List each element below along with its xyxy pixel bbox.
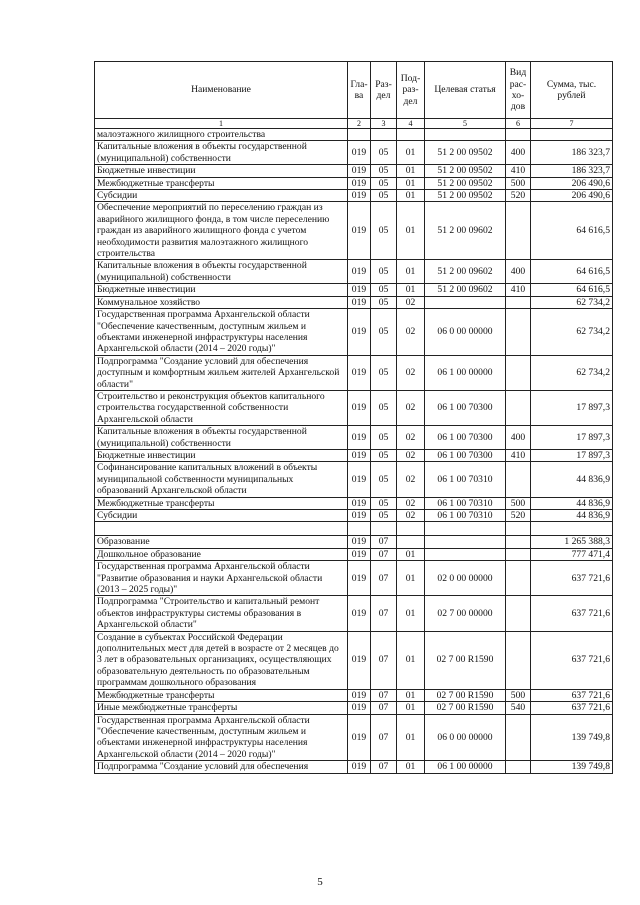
cell-sum	[531, 129, 613, 141]
cell-statya: 51 2 00 09502	[425, 141, 506, 165]
cell-name: Государственная программа Архангельской области "Развитие образования и науки Архангельской области (2013 – 2025 годы)"	[95, 561, 348, 596]
table-row	[95, 449, 613, 461]
header-statya: Целевая статья	[425, 62, 506, 119]
cell-glava: 019	[348, 190, 371, 202]
cell-sum: 186 323,7	[531, 165, 613, 177]
table-body	[95, 129, 613, 774]
cell-name: Государственная программа Архангельской области "Обеспечение качественным, доступным жильем и объектами инженерной инфраструктуры населения Архангельской области (2014 – 2020 годы)"	[95, 309, 348, 356]
table-row	[95, 355, 613, 390]
cell-podrazdel: 02	[397, 510, 425, 522]
cell-sum: 62 734,2	[531, 309, 613, 356]
cell-vid	[506, 129, 531, 141]
cell-vid: 520	[506, 190, 531, 202]
cell-razdel: 07	[371, 631, 397, 689]
cell-sum: 637 721,6	[531, 596, 613, 631]
table-row	[95, 548, 613, 560]
table-row	[95, 462, 613, 497]
cell-statya: 51 2 00 09602	[425, 202, 506, 260]
cell-sum: 777 471,4	[531, 548, 613, 560]
column-number: 4	[397, 119, 425, 129]
cell-sum: 44 836,9	[531, 497, 613, 509]
cell-podrazdel: 01	[397, 141, 425, 165]
cell-glava: 019	[348, 761, 371, 773]
cell-name: Софинансирование капитальных вложений в объекты муниципальной собственности муниципальных образований Архангельской области	[95, 462, 348, 497]
column-number: 7	[531, 119, 613, 129]
column-number: 2	[348, 119, 371, 129]
cell-podrazdel	[397, 129, 425, 141]
column-number: 6	[506, 119, 531, 129]
cell-glava: 019	[348, 296, 371, 308]
cell-statya: 51 2 00 09502	[425, 165, 506, 177]
cell-razdel: 05	[371, 510, 397, 522]
cell-vid	[506, 309, 531, 356]
cell-glava: 019	[348, 426, 371, 450]
cell-glava: 019	[348, 689, 371, 701]
cell-vid: 400	[506, 141, 531, 165]
cell-name: Бюджетные инвестиции	[95, 165, 348, 177]
cell-razdel: 05	[371, 426, 397, 450]
cell-statya: 06 1 00 00000	[425, 355, 506, 390]
table-row	[95, 631, 613, 689]
cell-vid	[506, 390, 531, 425]
cell-sum: 44 836,9	[531, 510, 613, 522]
cell-glava: 019	[348, 177, 371, 189]
header-sum: Сумма, тыс. рублей	[531, 62, 613, 119]
cell-statya: 06 1 00 00000	[425, 761, 506, 773]
cell-glava: 019	[348, 497, 371, 509]
table-row	[95, 296, 613, 308]
cell-podrazdel: 01	[397, 596, 425, 631]
cell-sum: 1 265 388,3	[531, 536, 613, 548]
budget-table	[94, 61, 613, 774]
cell-glava: 019	[348, 462, 371, 497]
cell-podrazdel: 01	[397, 689, 425, 701]
column-number: 5	[425, 119, 506, 129]
cell-razdel: 05	[371, 260, 397, 284]
cell-razdel: 05	[371, 309, 397, 356]
cell-name: Бюджетные инвестиции	[95, 284, 348, 296]
table-row	[95, 561, 613, 596]
cell-glava: 019	[348, 390, 371, 425]
cell-glava: 019	[348, 260, 371, 284]
cell-vid: 500	[506, 177, 531, 189]
cell-statya: 02 0 00 00000	[425, 561, 506, 596]
table-row	[95, 309, 613, 356]
page-number: 5	[317, 876, 323, 888]
cell-glava	[348, 522, 371, 536]
cell-glava: 019	[348, 449, 371, 461]
cell-name: Строительство и реконструкция объектов капитального строительства государственной собственности Архангельской области	[95, 390, 348, 425]
cell-name: малоэтажного жилищного строительства	[95, 129, 348, 141]
cell-name: Обеспечение мероприятий по переселению граждан из аварийного жилищного фонда, в том числе переселению граждан из аварийного жилищного фонда с учетом необходимости развития малоэтажного жилищного строительства	[95, 202, 348, 260]
cell-vid	[506, 296, 531, 308]
cell-sum: 17 897,3	[531, 390, 613, 425]
cell-glava: 019	[348, 561, 371, 596]
table-row	[95, 497, 613, 509]
cell-glava: 019	[348, 536, 371, 548]
cell-podrazdel: 02	[397, 462, 425, 497]
cell-vid	[506, 631, 531, 689]
table-row	[95, 141, 613, 165]
cell-razdel: 05	[371, 497, 397, 509]
cell-sum: 62 734,2	[531, 296, 613, 308]
cell-podrazdel: 01	[397, 548, 425, 560]
cell-podrazdel: 02	[397, 296, 425, 308]
cell-razdel: 05	[371, 165, 397, 177]
cell-vid: 410	[506, 449, 531, 461]
cell-name	[95, 522, 348, 536]
table-row	[95, 761, 613, 773]
cell-sum: 139 749,8	[531, 761, 613, 773]
cell-sum: 186 323,7	[531, 141, 613, 165]
cell-sum: 64 616,5	[531, 202, 613, 260]
cell-podrazdel: 01	[397, 702, 425, 714]
header-name: Наименование	[95, 62, 348, 119]
cell-razdel: 05	[371, 202, 397, 260]
cell-glava: 019	[348, 141, 371, 165]
cell-vid	[506, 462, 531, 497]
cell-razdel: 07	[371, 536, 397, 548]
cell-glava: 019	[348, 596, 371, 631]
cell-sum: 206 490,6	[531, 190, 613, 202]
cell-razdel	[371, 129, 397, 141]
table-row	[95, 689, 613, 701]
cell-razdel: 07	[371, 561, 397, 596]
cell-glava: 019	[348, 284, 371, 296]
cell-glava: 019	[348, 309, 371, 356]
header-razdel: Раз-дел	[371, 62, 397, 119]
header-vid: Вид рас-хо-дов	[506, 62, 531, 119]
cell-sum: 64 616,5	[531, 260, 613, 284]
table-row	[95, 190, 613, 202]
cell-podrazdel: 02	[397, 426, 425, 450]
cell-sum: 17 897,3	[531, 449, 613, 461]
cell-podrazdel: 01	[397, 165, 425, 177]
column-number-row	[95, 119, 613, 129]
cell-glava: 019	[348, 355, 371, 390]
table-row	[95, 177, 613, 189]
cell-vid	[506, 548, 531, 560]
cell-razdel: 07	[371, 596, 397, 631]
cell-statya: 51 2 00 09602	[425, 260, 506, 284]
cell-podrazdel: 01	[397, 761, 425, 773]
cell-vid: 540	[506, 702, 531, 714]
cell-name: Подпрограмма "Строительство и капитальный ремонт объектов инфраструктуры системы образования в Архангельской области"	[95, 596, 348, 631]
cell-name: Межбюджетные трансферты	[95, 689, 348, 701]
cell-razdel: 05	[371, 296, 397, 308]
table-row	[95, 702, 613, 714]
cell-statya: 06 1 00 70300	[425, 426, 506, 450]
cell-name: Образование	[95, 536, 348, 548]
cell-vid	[506, 355, 531, 390]
cell-podrazdel: 01	[397, 631, 425, 689]
cell-glava: 019	[348, 631, 371, 689]
cell-statya	[425, 129, 506, 141]
cell-razdel: 05	[371, 284, 397, 296]
column-number: 1	[95, 119, 348, 129]
header-glava: Гла-ва	[348, 62, 371, 119]
cell-razdel: 05	[371, 141, 397, 165]
cell-name: Межбюджетные трансферты	[95, 177, 348, 189]
cell-razdel: 07	[371, 761, 397, 773]
cell-vid: 520	[506, 510, 531, 522]
cell-sum: 64 616,5	[531, 284, 613, 296]
cell-podrazdel: 01	[397, 202, 425, 260]
cell-vid	[506, 761, 531, 773]
cell-name: Подпрограмма "Создание условий для обеспечения доступным и комфортным жильем жителей Архангельской области"	[95, 355, 348, 390]
cell-podrazdel: 01	[397, 561, 425, 596]
table-row	[95, 260, 613, 284]
header-podrazdel: Под-раз-дел	[397, 62, 425, 119]
cell-sum: 637 721,6	[531, 689, 613, 701]
cell-vid: 400	[506, 260, 531, 284]
cell-razdel: 07	[371, 689, 397, 701]
cell-razdel: 07	[371, 714, 397, 761]
cell-razdel: 05	[371, 449, 397, 461]
cell-name: Капитальные вложения в объекты государственной (муниципальной) собственности	[95, 141, 348, 165]
cell-statya: 06 1 00 70310	[425, 462, 506, 497]
cell-sum: 139 749,8	[531, 714, 613, 761]
table-row	[95, 129, 613, 141]
cell-name: Субсидии	[95, 510, 348, 522]
cell-statya	[425, 548, 506, 560]
cell-statya: 06 0 00 00000	[425, 714, 506, 761]
cell-sum: 637 721,6	[531, 702, 613, 714]
cell-podrazdel: 02	[397, 449, 425, 461]
cell-vid: 400	[506, 426, 531, 450]
cell-glava	[348, 129, 371, 141]
cell-razdel: 05	[371, 355, 397, 390]
column-number: 3	[371, 119, 397, 129]
cell-statya	[425, 536, 506, 548]
header-row	[95, 62, 613, 119]
table-row	[95, 390, 613, 425]
cell-statya: 02 7 00 R1590	[425, 702, 506, 714]
cell-vid: 410	[506, 284, 531, 296]
cell-vid: 500	[506, 497, 531, 509]
cell-sum: 44 836,9	[531, 462, 613, 497]
cell-razdel: 05	[371, 190, 397, 202]
cell-statya: 51 2 00 09502	[425, 177, 506, 189]
cell-vid	[506, 536, 531, 548]
cell-podrazdel: 02	[397, 355, 425, 390]
cell-glava: 019	[348, 714, 371, 761]
cell-podrazdel	[397, 536, 425, 548]
cell-name: Бюджетные инвестиции	[95, 449, 348, 461]
cell-statya: 02 7 00 R1590	[425, 689, 506, 701]
cell-statya: 02 7 00 R1590	[425, 631, 506, 689]
cell-vid	[506, 522, 531, 536]
cell-name: Субсидии	[95, 190, 348, 202]
cell-glava: 019	[348, 548, 371, 560]
cell-vid	[506, 202, 531, 260]
cell-statya: 06 0 00 00000	[425, 309, 506, 356]
cell-name: Капитальные вложения в объекты государственной (муниципальной) собственности	[95, 426, 348, 450]
cell-podrazdel: 01	[397, 284, 425, 296]
table-row	[95, 510, 613, 522]
cell-sum	[531, 522, 613, 536]
cell-statya: 51 2 00 09502	[425, 190, 506, 202]
table-row	[95, 284, 613, 296]
cell-podrazdel: 01	[397, 260, 425, 284]
cell-podrazdel: 01	[397, 714, 425, 761]
cell-razdel: 05	[371, 390, 397, 425]
cell-sum: 17 897,3	[531, 426, 613, 450]
cell-podrazdel: 02	[397, 390, 425, 425]
cell-razdel: 05	[371, 177, 397, 189]
cell-razdel: 07	[371, 702, 397, 714]
cell-statya: 06 1 00 70300	[425, 449, 506, 461]
cell-glava: 019	[348, 165, 371, 177]
cell-statya: 06 1 00 70300	[425, 390, 506, 425]
cell-podrazdel: 02	[397, 497, 425, 509]
cell-name: Государственная программа Архангельской области "Обеспечение качественным, доступным жильем и объектами инженерной инфраструктуры населения Архангельской области (2014 – 2020 годы)"	[95, 714, 348, 761]
cell-name: Коммунальное хозяйство	[95, 296, 348, 308]
cell-podrazdel	[397, 522, 425, 536]
cell-sum: 62 734,2	[531, 355, 613, 390]
cell-name: Подпрограмма "Создание условий для обеспечения	[95, 761, 348, 773]
table-row	[95, 596, 613, 631]
cell-name: Капитальные вложения в объекты государственной (муниципальной) собственности	[95, 260, 348, 284]
table-row	[95, 426, 613, 450]
cell-sum: 637 721,6	[531, 631, 613, 689]
cell-razdel: 07	[371, 548, 397, 560]
cell-statya: 06 1 00 70310	[425, 497, 506, 509]
cell-statya: 51 2 00 09602	[425, 284, 506, 296]
cell-statya: 02 7 00 00000	[425, 596, 506, 631]
table-row	[95, 714, 613, 761]
cell-vid	[506, 714, 531, 761]
table-row	[95, 202, 613, 260]
cell-podrazdel: 01	[397, 190, 425, 202]
cell-podrazdel: 02	[397, 309, 425, 356]
cell-podrazdel: 01	[397, 177, 425, 189]
cell-sum: 206 490,6	[531, 177, 613, 189]
cell-razdel	[371, 522, 397, 536]
cell-name: Создание в субъектах Российской Федерации дополнительных мест для детей в возрасте от 2 месяцев до 3 лет в образовательных организациях, осуществляющих образовательную деятельность по образовательным программам дошкольного образования	[95, 631, 348, 689]
cell-statya	[425, 522, 506, 536]
table-row	[95, 165, 613, 177]
table-row	[95, 536, 613, 548]
cell-razdel: 05	[371, 462, 397, 497]
cell-vid	[506, 596, 531, 631]
cell-statya: 06 1 00 70310	[425, 510, 506, 522]
cell-vid: 500	[506, 689, 531, 701]
cell-name: Иные межбюджетные трансферты	[95, 702, 348, 714]
cell-name: Межбюджетные трансферты	[95, 497, 348, 509]
cell-glava: 019	[348, 702, 371, 714]
cell-vid	[506, 561, 531, 596]
cell-sum: 637 721,6	[531, 561, 613, 596]
cell-glava: 019	[348, 510, 371, 522]
cell-glava: 019	[348, 202, 371, 260]
cell-name: Дошкольное образование	[95, 548, 348, 560]
table-row	[95, 522, 613, 536]
cell-statya	[425, 296, 506, 308]
cell-vid: 410	[506, 165, 531, 177]
